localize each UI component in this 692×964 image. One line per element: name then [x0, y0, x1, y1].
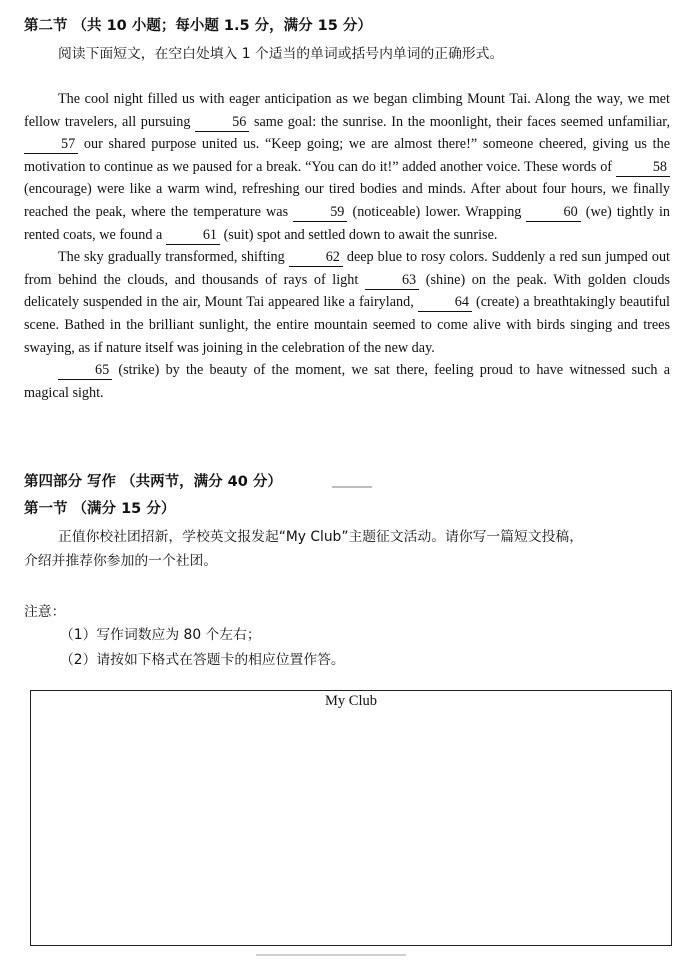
- notes-label: 注意：: [24, 604, 66, 620]
- passage-paragraph-3: [24, 359, 670, 404]
- blank-63[interactable]: 63: [365, 271, 419, 290]
- blank-60[interactable]: 60: [526, 203, 580, 222]
- cloze-passage: [24, 88, 670, 404]
- writing-prompt-line1: 正值你校社团招新，学校英文报发起“My Club”主题征文活动。请你写一篇短文投稿，: [58, 529, 584, 545]
- blank-62[interactable]: 62: [289, 248, 343, 267]
- section2-instruction: 阅读下面短文，在空白处填入 1 个适当的单词或括号内单词的正确形式。: [58, 46, 504, 62]
- passage-text: (create) a breathtakingly beautiful scene. Bathed in the brilliant sunlight, the entire mountain seemed to come alive with birds singing and trees swaying, as if nature itself was joining in the celebration of the new day.: [24, 294, 670, 356]
- passage-text: (noticeable) lower. Wrapping: [347, 203, 527, 220]
- scan-smudge: [332, 486, 372, 488]
- answer-box[interactable]: [30, 690, 672, 946]
- passage-text: (shine) on the peak. With golden clouds delicately suspended in the air, Mount Tai appeared like a fairyland,: [24, 271, 670, 311]
- part4-title: 第四部分 写作 （共两节，满分 40 分）: [24, 474, 282, 490]
- passage-text: (suit) spot and settled down to await the sunrise.: [220, 226, 498, 243]
- blank-61[interactable]: 61: [166, 226, 220, 245]
- blank-65[interactable]: 65: [58, 361, 112, 380]
- passage-paragraph-1: [24, 88, 670, 246]
- passage-text: (we) tightly in rented coats, we found a: [24, 203, 671, 243]
- passage-paragraph-2: [24, 246, 670, 359]
- passage-text: deep blue to rosy colors. Suddenly a red sun jumped out from behind the clouds, and thousands of rays of light: [24, 249, 670, 288]
- passage-text: our shared purpose united us. “Keep going; we are almost there!” someone cheered, giving us the motivation to continue as we paused for a break. “You can do it!” added another voice. These words of: [24, 136, 670, 175]
- section2-title: 第二节 （共 10 小题；每小题 1.5 分，满分 15 分）: [24, 18, 372, 34]
- blank-64[interactable]: 64: [418, 293, 472, 312]
- blank-58[interactable]: 58: [616, 158, 670, 177]
- blank-59[interactable]: 59: [293, 203, 347, 222]
- part4-section1-title: 第一节 （满分 15 分）: [24, 501, 176, 517]
- blank-57[interactable]: 57: [24, 135, 78, 154]
- passage-text: The sky gradually transformed, shifting: [58, 249, 289, 266]
- passage-text: same goal: the sunrise. In the moonlight, their faces seemed unfamiliar,: [249, 113, 671, 130]
- note-2: （2）请按如下格式在答题卡的相应位置作答。: [60, 652, 345, 668]
- passage-text: (strike) by the beauty of the moment, we sat there, feeling proud to have witnessed such a magical sight.: [24, 362, 670, 401]
- note-1: （1）写作词数应为 80 个左右；: [60, 627, 261, 643]
- passage-text: The cool night filled us with eager anticipation as we began climbing Mount Tai. Along the way, we met fellow travelers, all pursuing: [24, 91, 670, 130]
- blank-56[interactable]: 56: [195, 113, 249, 132]
- passage-text: (encourage) were like a warm wind, refreshing our tired bodies and minds. After about four hours, we finally reached the peak, where the temperature was: [24, 181, 670, 220]
- answer-box-title: My Club: [325, 693, 377, 709]
- writing-prompt-line2: 介绍并推荐你参加的一个社团。: [24, 553, 218, 569]
- scan-smudge: [256, 954, 406, 956]
